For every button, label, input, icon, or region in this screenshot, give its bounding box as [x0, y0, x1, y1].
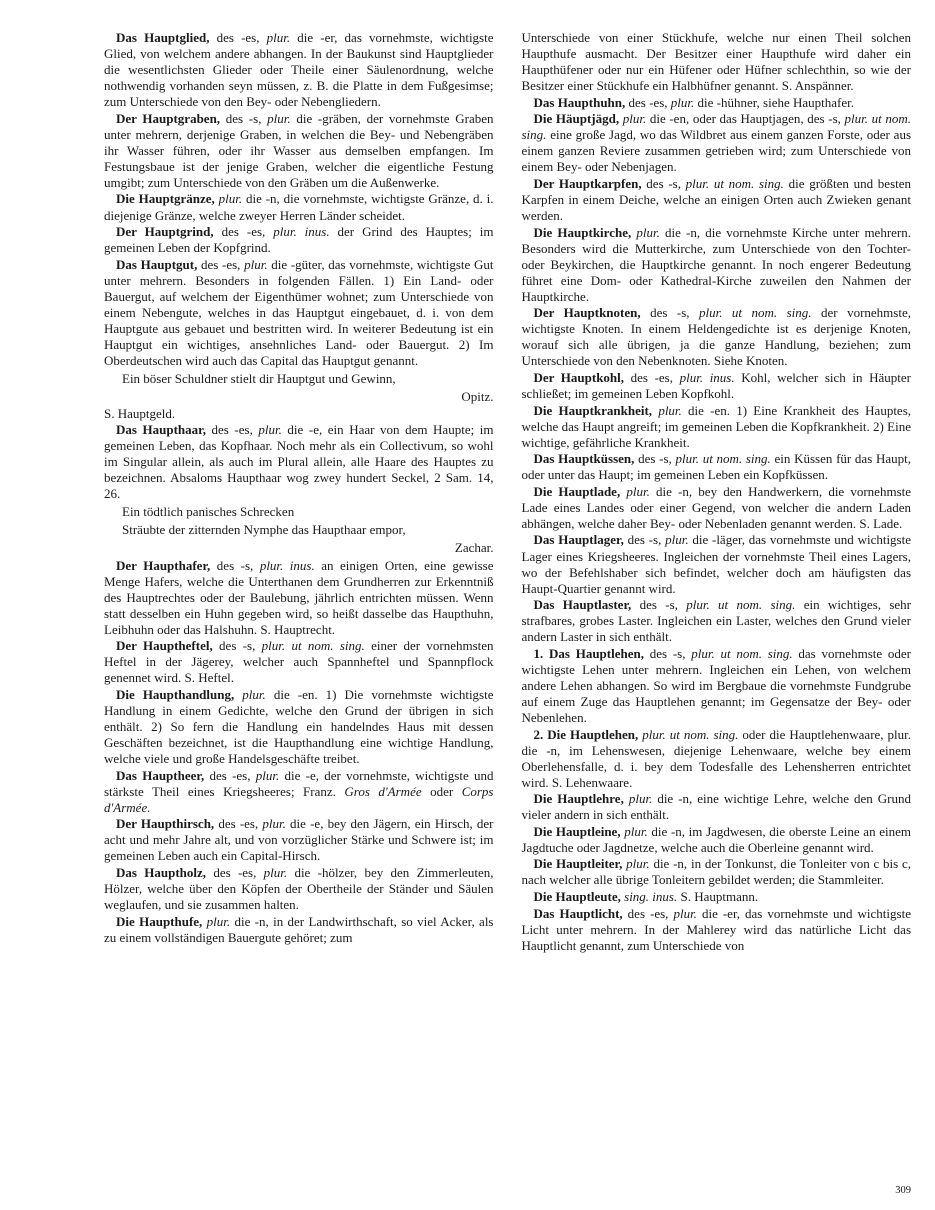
- dictionary-entry: [522, 484, 912, 532]
- entry-inflection: des -s,: [210, 557, 260, 573]
- entry-grammar-abbrev: plur.: [244, 256, 268, 272]
- entry-definition: die -güter, das vornehmste, wichtigste Gut unter mehrern. Besonders in folgenden Fällen. 1) Ein Land- oder Bauergut, auf welchem der Eigenthümer wohnet; zum Unterschiede von einem Nebengute, welches in das Hauptgut eingebauet, d. i. von dem Hauptgute aus gebauet und bestritten wird. In weiterer Bedeutung ist ein Hauptgut ein wichtiges, ansehnliches Land- oder Bauergut. 2) Im Oberdeutschen wird auch das Capital das Hauptgut genannt.: [104, 256, 494, 368]
- dictionary-entry: [522, 451, 912, 483]
- entry-definition: die -n, in der Tonkunst, die Tonleiter von c bis c, nach welcher alle übrige Tonleitern gebildet werden; die Stammleiter.: [521, 856, 912, 888]
- entry-grammar-abbrev: plur. ut nom. sing.: [685, 175, 784, 191]
- entry-inflection: des -s,: [634, 451, 676, 467]
- continued-paragraph: Unterschiede von einer Stückhufe, welche nur einen Theil solchen Haupthufe ausmacht. Der Besitzer einer Haupthufe wird daher ein Haupthüfener oder nur ein Hüfener oder Hüfner schlechthin, so wie der Besitzer einer Stückhufe ein Halbhüfner genannt. S. Anspänner.: [521, 30, 911, 94]
- entry-grammar-abbrev: plur. inus.: [679, 369, 735, 385]
- entry-inflection: des -es,: [206, 864, 264, 880]
- entry-headword: Die Hauptkirche,: [533, 224, 632, 240]
- entry-headword: Der Haupthirsch,: [116, 816, 215, 832]
- entry-grammar-abbrev: plur.: [266, 30, 291, 45]
- entry-definition: die -en, oder das Hauptjagen, des -s,: [646, 111, 845, 127]
- dictionary-entry: [522, 176, 912, 224]
- entry-definition: die -n, in der Landwirthschaft, so viel Acker, als zu einem vollständigen Bauergute gehöret; zum: [104, 913, 494, 945]
- entry-definition: die -e, bey den Jägern, ein Hirsch, der acht und mehr Jahre alt, und von vorzüglicher Stärke und Schwere ist; im gemeinen Leben auch ein Capital-Hirsch.: [104, 816, 494, 864]
- entry-definition-cont: oder: [421, 783, 462, 799]
- entry-definition: die -e, ein Haar von dem Haupte; im gemeinen Leben, das Kopfhaar. Noch mehr als ein Collectivum, so wohl im Singular allein, als auch im Plural allein, alle Haare des Hauptes zu bezeichnen. Absaloms Haupthaar wog zwey hundert Seckel, 2 Sam. 14, 26.: [104, 422, 494, 502]
- entry-grammar-abbrev: plur.: [658, 402, 682, 418]
- entry-grammar-abbrev: plur.: [262, 816, 286, 832]
- dictionary-entry: [104, 768, 494, 816]
- entry-definition: die -n, die vornehmste, wichtigste Gränze, d. i. diejenige Gränze, welche zweyer Herren Länder scheidet.: [104, 191, 494, 223]
- entry-definition: die -en. 1) Die vornehmste wichtigste Handlung in einem Gedichte, welche den Grund der übrigen in sich enthält. 2) So fern die Handlung ein handelndes Haus mit dessen Geschäften bezeichnet, ist die Haupthandlung eine wichtige Handlung, welche viele und große Handelsgeschäfte treibet.: [104, 686, 494, 767]
- entry-headword: Das Haupthuhn,: [533, 94, 626, 110]
- entry-inflection: des -es,: [205, 422, 259, 438]
- entry-headword: Die Haupthufe,: [116, 913, 203, 929]
- entry-definition: ein Küssen für das Haupt, oder unter das Haupt; im gemeinen Leben ein Kopfküssen.: [521, 451, 911, 483]
- dictionary-entry: [104, 865, 494, 913]
- dictionary-entry: [522, 532, 912, 596]
- entry-definition: S. Hauptmann.: [677, 888, 759, 904]
- dictionary-entry: [104, 111, 494, 191]
- entry-headword: Die Haupthandlung,: [116, 686, 235, 702]
- entry-headword: Die Hauptleiter,: [533, 856, 623, 872]
- dictionary-entry: [104, 30, 494, 110]
- entry-italic-phrase-2: Corps d'Armée.: [104, 783, 494, 815]
- entry-grammar-abbrev: plur.: [267, 110, 291, 126]
- entry-definition: die -e, der vornehmste, wichtigste und stärkste Theil eines Kriegsheeres; Franz.: [104, 767, 494, 799]
- entry-definition: die -er, das vornehmste und wichtigste Licht unter mehrern. In der Mahlerey wird das natürliche Licht das Hauptlicht genannt, zum Unterschiede von: [521, 905, 911, 953]
- dictionary-entry: [522, 889, 912, 905]
- entry-headword: Das Hauptlicht,: [533, 905, 623, 921]
- verse-line: Sträubte der zitternden Nymphe das Haupthaar empor,: [122, 522, 406, 538]
- entry-headword: Der Hauptheftel,: [116, 638, 213, 654]
- entry-grammar-abbrev: plur.: [242, 686, 266, 702]
- entry-definition: Kohl, welcher sich in Häupter schließet; im gemeinen Leben Kopfkohl.: [521, 369, 911, 402]
- entry-headword: Die Hauptlehre,: [533, 791, 624, 807]
- entry-grammar-abbrev: plur. ut nom. sing.: [642, 726, 739, 742]
- entry-definition: oder die Hauptlehenwaare, plur. die -n, im Lehenswesen, diejenige Lehenwaare, welche bey einem Oberlehensfalle, d. i. bey dem Todesfalle des Lehensherren entrichtet wird. S. Lehenwaare.: [521, 726, 912, 790]
- entry-grammar-abbrev: sing. inus.: [624, 888, 678, 904]
- entry-italic-phrase: plur. ut nom. sing.: [521, 111, 911, 143]
- verse-attribution: Zachar.: [454, 540, 494, 556]
- entry-grammar-abbrev: plur. ut nom. sing.: [686, 597, 796, 613]
- entry-inflection: des -es,: [624, 369, 680, 385]
- verse-attribution: Opitz.: [461, 389, 494, 405]
- entry-inflection: des -s,: [220, 110, 268, 126]
- entry-headword: Die Hauptleine,: [533, 823, 621, 839]
- dictionary-entry: [104, 687, 494, 767]
- dictionary-entry: [104, 257, 494, 369]
- entry-grammar-abbrev: plur.: [255, 767, 280, 783]
- entry-grammar-abbrev: plur.: [626, 483, 650, 499]
- entry-headword: Das Hauptlaster,: [533, 597, 632, 613]
- entry-inflection: des -es,: [213, 224, 274, 240]
- entry-headword: Der Hauptkohl,: [533, 369, 625, 385]
- entry-definition: der Grind des Hauptes; im gemeinen Leben der Kopfgrind.: [104, 224, 494, 256]
- entry-inflection: des -s,: [623, 532, 666, 548]
- entry-grammar-abbrev: plur. inus.: [259, 557, 315, 573]
- entry-grammar-abbrev: plur.: [258, 422, 282, 438]
- entry-definition: die -en. 1) Eine Krankheit des Hauptes, welche das Haupt angreift; im gemeinen Leben die Kopfkrankheit. 2) Eine wichtige, gefährliche Krankheit.: [521, 402, 912, 450]
- entry-headword: Der Hauptgrind,: [116, 224, 214, 240]
- verse-line: Ein böser Schuldner stielt dir Hauptgut und Gewinn,: [122, 370, 396, 386]
- entry-inflection: des -es,: [197, 256, 245, 272]
- dictionary-entry: [522, 95, 912, 111]
- entry-headword: Der Hauptgraben,: [116, 110, 221, 126]
- entry-grammar-abbrev: plur.: [636, 224, 660, 240]
- entry-definition: die -läger, das vornehmste und wichtigste Lager eines Kriegsheeres. Ingleichen der vornehmste Theil eines Lagers, wo der Befehlshaber sich befindet, welcher doch am häufigsten das Haupt-Quartier genannt wird.: [521, 532, 911, 596]
- entry-inflection: des -s,: [641, 175, 686, 191]
- entry-definition: die -n, im Jagdwesen, die oberste Leine an einem Jagdtuche oder Jagdnetze, welche auch die Oberleine genannt wird.: [521, 823, 911, 855]
- right-text-column: [522, 30, 912, 1160]
- entry-definition: die größten und besten Karpfen in einem Deiche, welche an einigen Orten auch Zwieken genant werden.: [521, 175, 912, 224]
- entry-headword: Die Hauptgränze,: [116, 191, 215, 207]
- entry-inflection: des -s,: [212, 638, 262, 654]
- entry-grammar-abbrev: plur.: [673, 905, 697, 921]
- entry-definition: die -n, bey den Handwerkern, die vornehmste Lade eines Landes oder einer Gegend, von welcher die andern Laden abhängen, welche daher Bey- oder Nebenladen genannt werden. S. Lade.: [521, 483, 912, 531]
- entry-grammar-abbrev: plur.: [206, 913, 231, 929]
- entry-headword: 2. Die Hauptlehen,: [533, 726, 639, 742]
- dictionary-entry: [522, 824, 912, 856]
- dictionary-entry: [104, 816, 494, 864]
- entry-grammar-abbrev: plur.: [622, 111, 647, 127]
- entry-headword: Die Hauptleute,: [533, 888, 621, 904]
- entry-definition: einer der vornehmsten Heftel in der Jägerey, welcher auch Spannheftel und Spannpflock genennet wird. S. Heftel.: [104, 638, 494, 686]
- entry-inflection: des -es,: [622, 905, 674, 921]
- entry-definition: ein wichtiges, sehr strafbares, grobes Laster. Ingleichen ein Laster, welches den Grund vieler andern Laster in sich enthält.: [521, 597, 911, 645]
- entry-inflection: des -s,: [643, 645, 692, 661]
- two-column-layout: [104, 30, 911, 1160]
- entry-headword: Der Hauptkarpfen,: [533, 175, 642, 191]
- verse-line: Ein tödtlich panisches Schrecken: [122, 504, 295, 520]
- entry-headword: Das Hauptküssen,: [533, 451, 635, 467]
- entry-headword: Das Hauptlager,: [533, 532, 624, 548]
- cross-reference-line: S. Hauptgeld.: [104, 406, 176, 422]
- dictionary-entry: [104, 191, 494, 223]
- entry-definition: die -hölzer, bey den Zimmerleuten, Hölzer, welche über den Köpfen der Obertheile der Ständer und Säulen weglaufen, und sie zusammen halten.: [104, 864, 494, 912]
- entry-definition-cont: eine große Jagd, wo das Wildbret aus einem ganzen Forste, oder aus einem ganzen Reviere zusammen getrieben wird; zum Unterschiede von einem Bey- oder Nebenjagen.: [521, 127, 911, 175]
- entry-grammar-abbrev: plur.: [628, 791, 653, 807]
- dictionary-entry: [522, 727, 912, 791]
- entry-headword: Das Hauptgut,: [116, 256, 198, 272]
- dictionary-entry: [104, 422, 494, 502]
- entry-grammar-abbrev: plur. ut nom. sing.: [691, 645, 793, 661]
- dictionary-entry: [522, 906, 912, 954]
- entry-grammar-abbrev: plur. ut nom. sing.: [261, 638, 365, 654]
- page-number: 309: [895, 1185, 911, 1196]
- entry-inflection: des -s,: [640, 305, 699, 321]
- dictionary-entry: [522, 646, 912, 726]
- entry-headword: Der Haupthafer,: [116, 557, 211, 573]
- entry-headword: Das Hauptholz,: [116, 864, 207, 880]
- dictionary-entry: [104, 638, 494, 686]
- entry-italic-phrase: Gros d'Armée: [344, 783, 422, 799]
- entry-headword: Die Hauptlade,: [533, 483, 621, 499]
- entry-grammar-abbrev: plur. ut nom. sing.: [698, 305, 812, 321]
- dictionary-entry: [522, 111, 912, 175]
- dictionary-entry: [522, 225, 912, 305]
- entry-headword: Die Häuptjägd,: [533, 111, 620, 127]
- dictionary-entry: [522, 597, 912, 645]
- entry-inflection: des -es,: [204, 767, 256, 783]
- entry-headword: Der Hauptknoten,: [533, 305, 641, 321]
- entry-headword: Das Hauptglied,: [116, 30, 210, 45]
- dictionary-entry: [522, 856, 912, 888]
- entry-definition: die -er, das vornehmste, wichtigste Glied, von welchem andere abhangen. In der Baukunst sind Hauptglieder die wesentlichsten Glieder oder Theile einer Säulenordnung, welche nothwendig vorhanden seyn müssen, z. B. die Platte in dem Fußgesimse; zum Unterschiede von den Bey- oder Nebengliedern.: [104, 30, 494, 110]
- dictionary-entry: [104, 914, 494, 946]
- entry-grammar-abbrev: plur.: [263, 864, 288, 880]
- entry-definition: die -gräben, der vornehmste Graben unter mehrern, derjenige Graben, in welchen die Bey- und Nebengräben ihr Wasser führen, oder ihr Wasser aus demselben empfangen. Im Festungsbaue ist der jenige Graben, welcher die eigentliche Festung umgibt; zum Unterschiede von den Gräben um die Außenwerke.: [104, 110, 494, 190]
- entry-definition: die -n, die vornehmste Kirche unter mehrern. Besonders wird die Mutterkirche, zum Unterschiede von den Tochter- oder Beykirchen, die Hauptkirche genannt. In noch engerer Bedeutung führet eine Dom- oder Kathedral-Kirche zuweilen den Nahmen der Hauptkirche.: [521, 224, 912, 304]
- dictionary-entry: [522, 370, 912, 402]
- dictionary-entry: [522, 791, 912, 823]
- entry-definition: der vornehmste, wichtigste Knoten. In einem Heldengedichte ist es derjenige Knoten, worauf sich alle übrigen, ja die ganze Handlung, beziehen; zum Unterschiede von den Nebenknoten. Siehe Knoten.: [521, 305, 911, 369]
- entry-inflection: des -es,: [209, 30, 267, 45]
- entry-headword: Das Hauptheer,: [116, 767, 205, 783]
- entry-grammar-abbrev: plur.: [665, 532, 689, 548]
- dictionary-entry: [522, 305, 912, 369]
- entry-grammar-abbrev: plur.: [670, 94, 695, 110]
- entry-definition: die -hühner, siehe Haupthafer.: [694, 94, 855, 110]
- left-text-column: [104, 30, 494, 1160]
- dictionary-entry: [104, 224, 494, 256]
- entry-definition: an einigen Orten, eine gewisse Menge Hafers, welche die Unterthanen dem Grundherren zur Erkenntniß des Hauptrechtes oder der Baulebung, jährlich entrichten müssen. Wenn statt desselben ein Huhn gegeben wird, so heißt dasselbe das Haupthuhn, Leibhuhn oder das Halshuhn. S. Hauptrecht.: [104, 557, 494, 637]
- entry-grammar-abbrev: plur.: [624, 823, 648, 839]
- dictionary-entry: [104, 558, 494, 638]
- entry-grammar-abbrev: plur. ut nom. sing.: [675, 451, 771, 467]
- dictionary-entry: [522, 403, 912, 451]
- entry-grammar-abbrev: plur. inus.: [273, 224, 330, 240]
- entry-inflection: des -es,: [625, 94, 671, 110]
- entry-headword: Die Hauptkrankheit,: [533, 402, 653, 418]
- entry-headword: 1. Das Hauptlehen,: [533, 645, 644, 661]
- entry-definition: die -n, eine wichtige Lehre, welche den Grund vieler andern in sich enthält.: [521, 791, 912, 823]
- entry-headword: Das Haupthaar,: [116, 422, 206, 438]
- entry-grammar-abbrev: plur.: [218, 191, 243, 207]
- entry-grammar-abbrev: plur.: [626, 856, 650, 872]
- entry-inflection: des -s,: [631, 597, 687, 613]
- entry-inflection: des -es,: [214, 816, 263, 832]
- entry-definition: das vornehmste oder wichtigste Lehen unter mehrern. Ingleichen ein Lehen, von welchem andere Lehen abhangen. So wird im Bergbaue die vornehmste Fundgrube auf einem Zuge das Hauptlehen genannt; im Gegensatze der Bey- oder Nebenlehen.: [521, 645, 911, 725]
